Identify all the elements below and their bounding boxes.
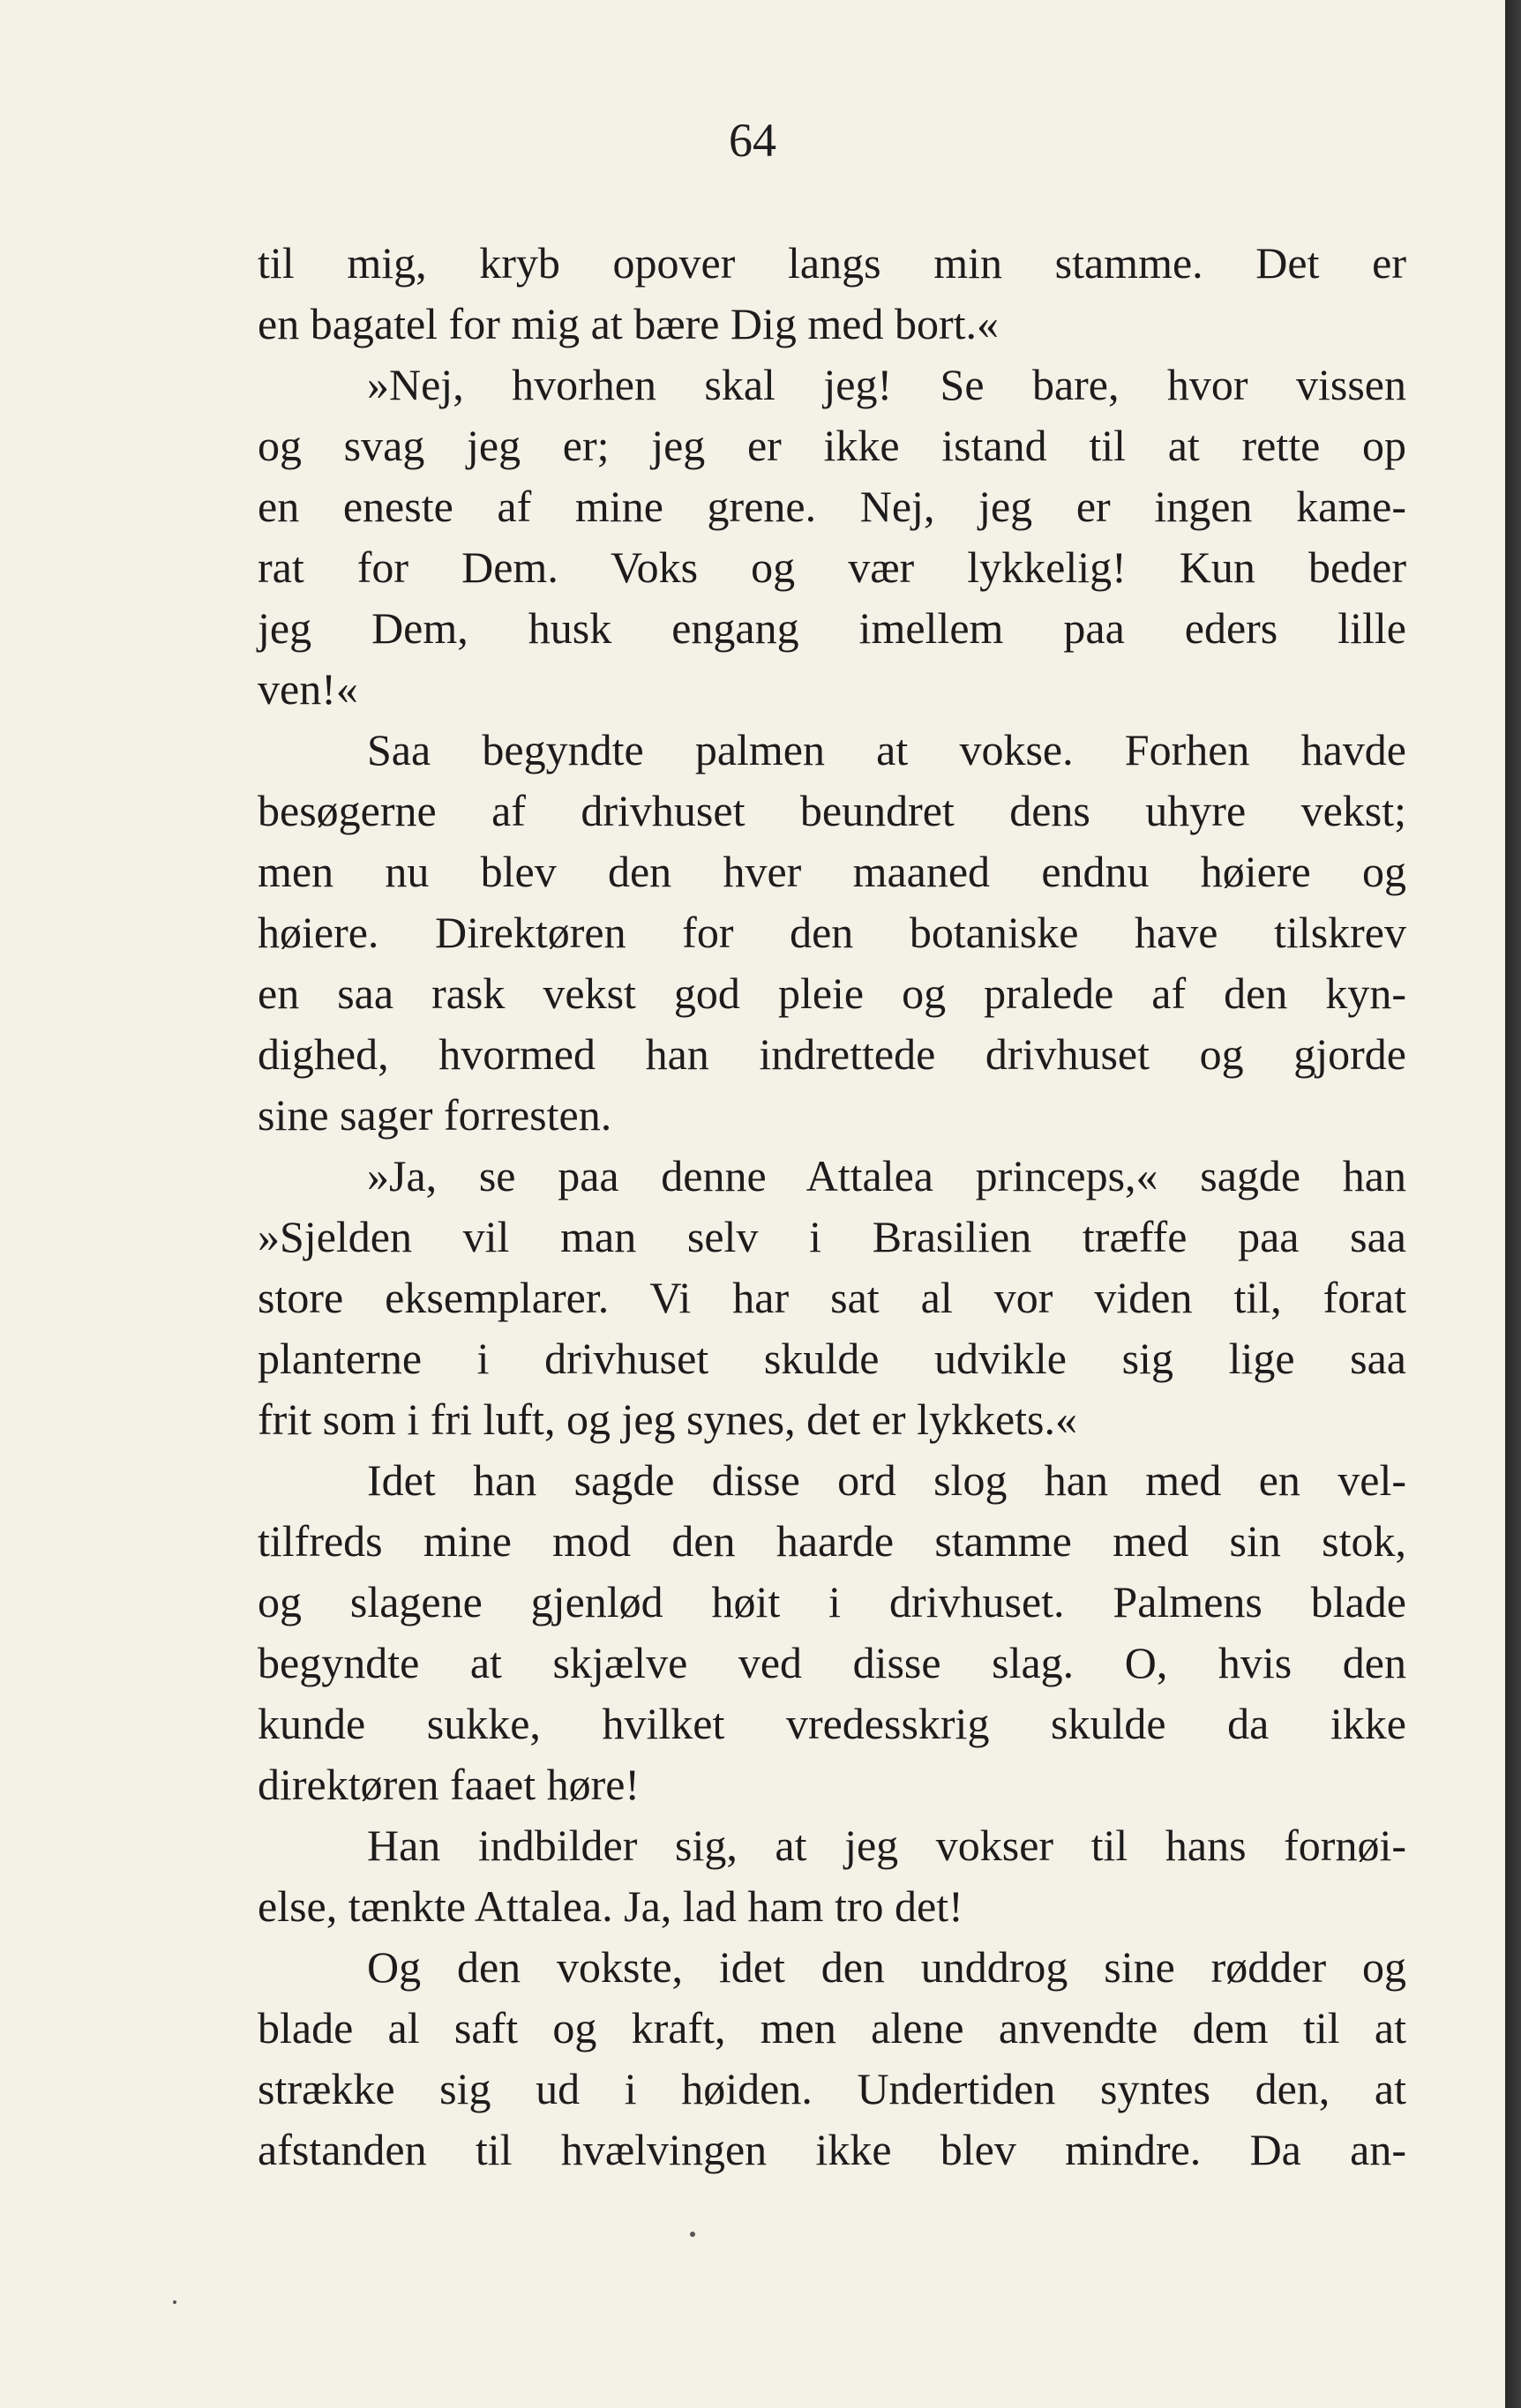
text-line: ven!« bbox=[258, 664, 358, 714]
text-line: Han indbilder sig, at jeg vokser til hans fornøi- bbox=[367, 1821, 1406, 1870]
text-line: en bagatel for mig at bære Dig med bort.« bbox=[258, 299, 1000, 348]
text-line: begyndte at skjælve ved disse slag. O, hvis den bbox=[258, 1638, 1406, 1687]
text-line: direktøren faaet høre! bbox=[258, 1760, 641, 1809]
text-line: strække sig ud i høiden. Undertiden syntes den, at bbox=[258, 2064, 1406, 2113]
text-line: kunde sukke, hvilket vredesskrig skulde da ikke bbox=[258, 1699, 1406, 1748]
text-line: Idet han sagde disse ord slog han med en vel- bbox=[367, 1455, 1406, 1505]
text-line: en saa rask vekst god pleie og pralede af den kyn- bbox=[258, 968, 1406, 1018]
text-line: og slagene gjenlød høit i drivhuset. Palmens blade bbox=[258, 1577, 1406, 1627]
text-line: sine sager forresten. bbox=[258, 1090, 612, 1140]
text-line: Saa begyndte palmen at vokse. Forhen havde bbox=[367, 725, 1406, 774]
text-line: dighed, hvormed han indrettede drivhuset og gjorde bbox=[258, 1029, 1406, 1079]
text-line: blade al saft og kraft, men alene anvendte dem til at bbox=[258, 2003, 1406, 2053]
text-line: og svag jeg er; jeg er ikke istand til at rette op bbox=[258, 421, 1406, 470]
scan-speck bbox=[173, 2300, 176, 2304]
text-line: høiere. Direktøren for den botaniske have tilskrev bbox=[258, 908, 1406, 957]
text-line: tilfreds mine mod den haarde stamme med sin stok, bbox=[258, 1516, 1406, 1566]
text-line: afstanden til hvælvingen ikke blev mindre. Da an- bbox=[258, 2125, 1406, 2174]
text-line: en eneste af mine grene. Nej, jeg er ingen kame- bbox=[258, 482, 1406, 531]
text-line: til mig, kryb opover langs min stamme. Det er bbox=[258, 238, 1406, 288]
text-line: store eksemplarer. Vi har sat al vor viden til, forat bbox=[258, 1273, 1406, 1322]
text-line: planterne i drivhuset skulde udvikle sig lige saa bbox=[258, 1334, 1406, 1383]
text-line: »Sjelden vil man selv i Brasilien træffe paa saa bbox=[258, 1212, 1406, 1261]
text-line: »Nej, hvorhen skal jeg! Se bare, hvor vissen bbox=[367, 360, 1406, 409]
text-line: »Ja, se paa denne Attalea princeps,« sagde han bbox=[367, 1151, 1406, 1200]
scan-edge bbox=[1505, 0, 1521, 2408]
body-text bbox=[258, 233, 1406, 2180]
page-number: 64 bbox=[729, 114, 776, 167]
text-line: rat for Dem. Voks og vær lykkelig! Kun beder bbox=[258, 542, 1406, 592]
text-line: Og den vokste, idet den unddrog sine rødder og bbox=[367, 1942, 1406, 1992]
scan-speck bbox=[690, 2232, 695, 2237]
text-line: jeg Dem, husk engang imellem paa eders lille bbox=[258, 603, 1406, 653]
text-line: besøgerne af drivhuset beundret dens uhyre vekst; bbox=[258, 786, 1406, 835]
text-line: else, tænkte Attalea. Ja, lad ham tro det! bbox=[258, 1881, 963, 1931]
text-line: frit som i fri luft, og jeg synes, det er lykkets.« bbox=[258, 1395, 1078, 1444]
text-line: men nu blev den hver maaned endnu høiere og bbox=[258, 847, 1406, 896]
